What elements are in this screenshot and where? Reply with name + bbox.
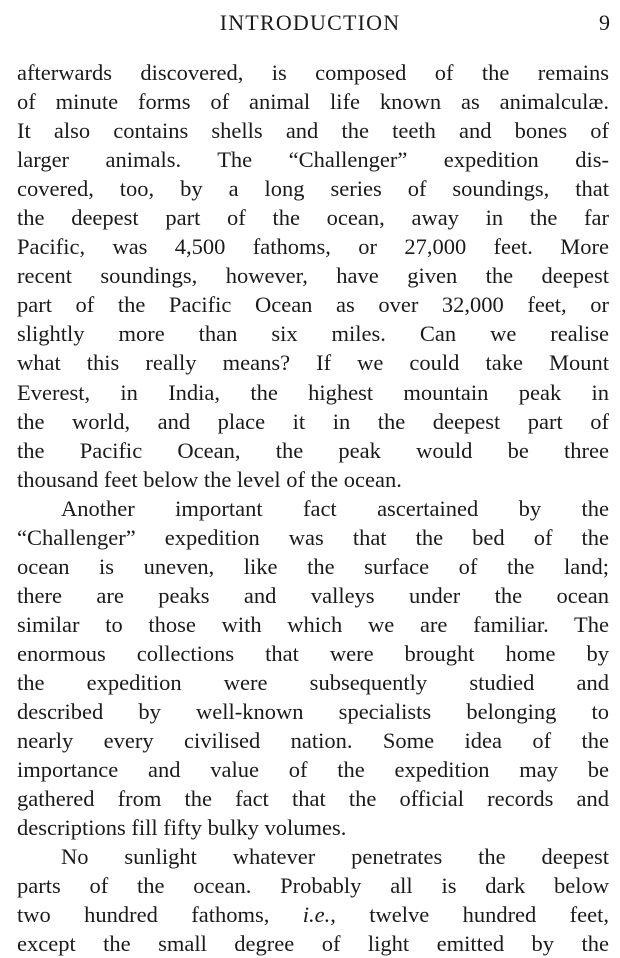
text-line: the expedition were subsequently studied and	[17, 669, 609, 695]
paragraph-start-line: No sunlight whatever penetrates the deepest	[61, 844, 609, 870]
body-text	[17, 58, 609, 958]
paragraph-end-line: thousand feet below the level of the ocean.	[17, 466, 402, 492]
text-line: parts of the ocean. Probably all is dark below	[17, 873, 609, 899]
text-fragment: two hundred fathoms,	[17, 902, 303, 928]
text-line: slightly more than six miles. Can we realise	[17, 321, 609, 347]
text-line: similar to those with which we are familiar. The	[17, 611, 609, 637]
text-line: It also contains shells and the teeth and bones of	[17, 118, 609, 144]
text-line: what this really means? If we could take Mount	[17, 350, 609, 376]
text-line: importance and value of the expedition may be	[17, 757, 609, 783]
running-head: INTRODUCTION	[219, 10, 401, 35]
text-line: the world, and place it in the deepest part of	[17, 408, 609, 434]
text-line	[17, 900, 609, 929]
text-line: except the small degree of light emitted by the	[17, 931, 609, 957]
text-line: there are peaks and valleys under the ocean	[17, 582, 609, 608]
text-line: part of the Pacific Ocean as over 32,000 feet, or	[17, 292, 609, 318]
italic-abbreviation: i.e.	[302, 902, 331, 928]
paragraph-end-line: descriptions fill fifty bulky volumes.	[17, 815, 347, 841]
text-line: ocean is uneven, like the surface of the land;	[17, 553, 609, 579]
text-line: recent soundings, however, have given the deepest	[17, 263, 609, 289]
text-line: afterwards discovered, is composed of the remains	[17, 60, 609, 85]
page-number: 9	[599, 10, 610, 35]
text-line: covered, too, by a long series of soundings, that	[17, 176, 609, 202]
text-line: gathered from the fact that the official records and	[17, 786, 609, 812]
text-line: the Pacific Ocean, the peak would be three	[17, 437, 609, 463]
text-line: described by well-known specialists belonging to	[17, 699, 609, 725]
text-line: enormous collections that were brought home by	[17, 640, 609, 666]
text-line: the deepest part of the ocean, away in the far	[17, 205, 609, 231]
paragraph-start-line: Another important fact ascertained by the	[61, 495, 609, 521]
text-line: Pacific, was 4,500 fathoms, or 27,000 feet. More	[17, 234, 609, 260]
page-header	[0, 8, 620, 38]
text-fragment: , twelve hundred feet,	[330, 902, 609, 928]
text-line: nearly every civilised nation. Some idea of the	[17, 728, 609, 754]
text-line: of minute forms of animal life known as animalculæ.	[17, 89, 609, 115]
text-line: larger animals. The “Challenger” expedition dis-	[17, 147, 609, 173]
text-line: “Challenger” expedition was that the bed of the	[17, 524, 609, 550]
text-line: Everest, in India, the highest mountain peak in	[17, 379, 609, 405]
